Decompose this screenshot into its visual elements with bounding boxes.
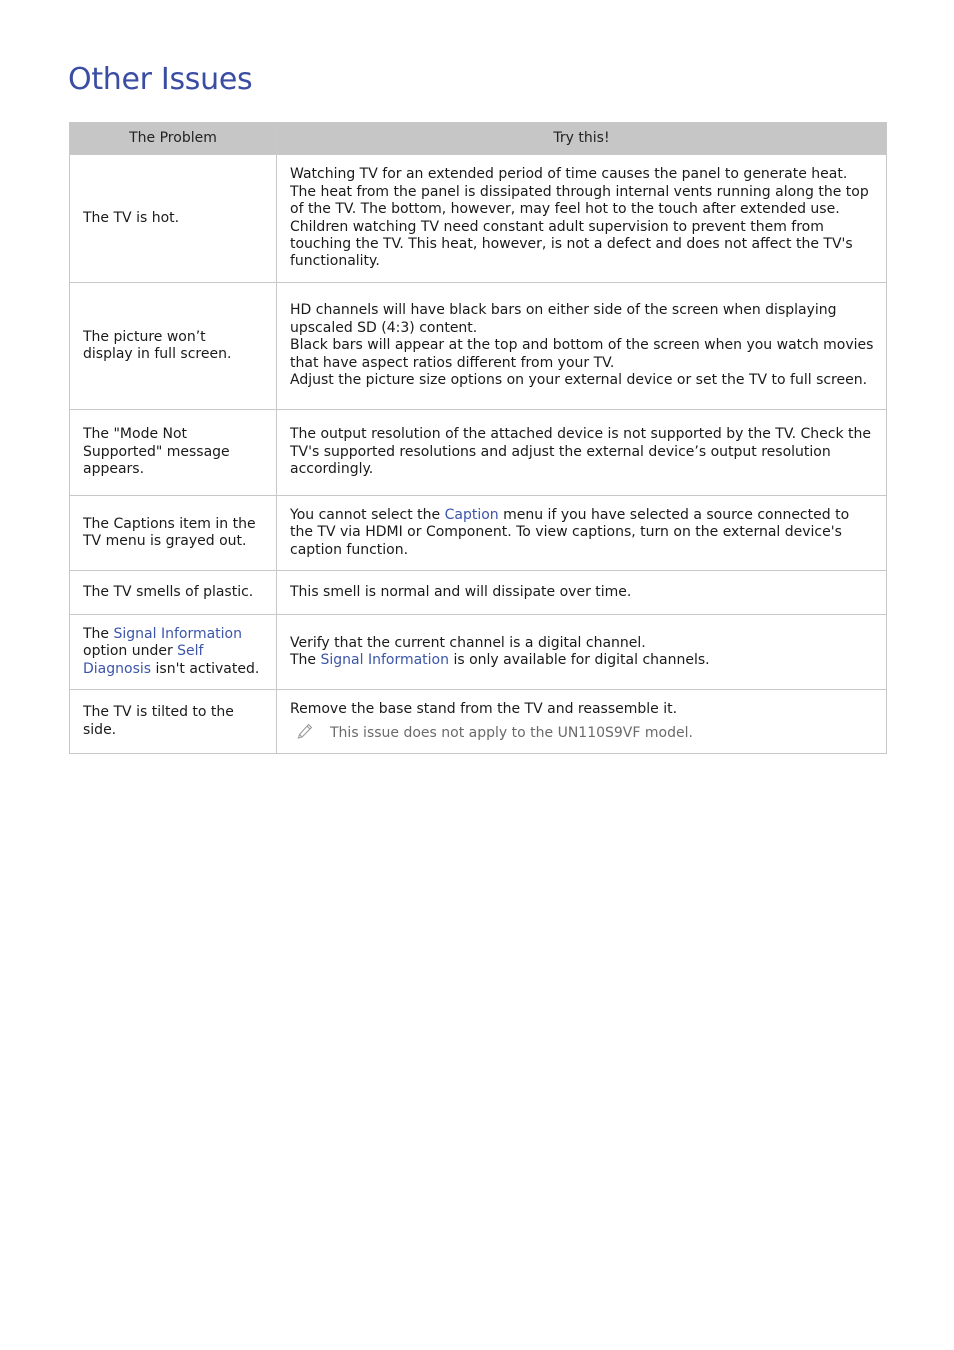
solution-line [290,652,874,669]
solution-text: menu if you have selected a source connected to the TV via HDMI or Component. To view captions, turn on the external device's caption function. [290,506,850,558]
problem-cell: The "Mode Not Supported" message appears. [70,410,277,496]
table-row [70,615,887,690]
solution-line: Adjust the picture size options on your external device or set the TV to full screen. [290,372,868,389]
troubleshooting-table [69,122,887,754]
table-row [70,155,887,283]
solution-line: HD channels will have black bars on either side of the screen when displaying upscaled SD (4:3) content. [290,302,837,336]
solution-cell [277,690,887,754]
note [290,725,874,742]
table-row [70,571,887,615]
note-text: This issue does not apply to the UN110S9VF model. [330,724,693,741]
solution-line: Remove the base stand from the TV and reassemble it. [290,701,678,718]
solution-line: Black bars will appear at the top and bottom of the screen when you watch movies that have aspect ratios different from your TV. [290,337,874,371]
header-problem: The Problem [70,123,277,155]
page-title: Other Issues [68,62,253,97]
solution-cell [277,615,887,690]
signal-information-link[interactable]: Signal Information [113,625,242,642]
solution-text: You cannot select the [290,506,445,523]
table-row [70,496,887,571]
header-try-this: Try this! [277,123,887,155]
solution-cell: Watching TV for an extended period of time causes the panel to generate heat. The heat from the panel is dissipated through internal vents running along the top of the TV. The bottom, however, may feel hot to the touch after extended use. Children watching TV need constant adult supervision to prevent them from touching the TV. This heat, however, is not a defect and does not affect the TV's functionality. [277,155,887,283]
problem-text: The [83,625,114,642]
solution-text: The [290,652,321,668]
problem-cell: The TV is tilted to the side. [70,690,277,754]
table-row [70,283,887,410]
caption-menu-link[interactable]: Caption [444,506,499,523]
problem-cell: The TV smells of plastic. [70,571,277,615]
problem-cell: The Captions item in the TV menu is grayed out. [70,496,277,571]
solution-cell: The output resolution of the attached device is not supported by the TV. Check the TV's supported resolutions and adjust the external device’s output resolution accordingly. [277,410,887,496]
solution-cell [277,496,887,571]
self-diagnosis-link[interactable]: Self Diagnosis [83,643,204,677]
table-row [70,410,887,496]
signal-information-link[interactable]: Signal Information [320,652,449,668]
table-header-row [70,123,887,155]
problem-text: isn't activated. [151,660,260,677]
solution-cell: This smell is normal and will dissipate over time. [277,571,887,615]
problem-cell [70,615,277,690]
solution-cell [277,283,887,410]
table-row [70,690,887,754]
problem-cell: The TV is hot. [70,155,277,283]
problem-text: option under [83,643,178,660]
solution-line: Verify that the current channel is a digital channel. [290,634,646,651]
solution-text: is only available for digital channels. [449,652,710,668]
problem-cell: The picture won’t display in full screen. [70,283,277,410]
pencil-note-icon [296,723,314,741]
